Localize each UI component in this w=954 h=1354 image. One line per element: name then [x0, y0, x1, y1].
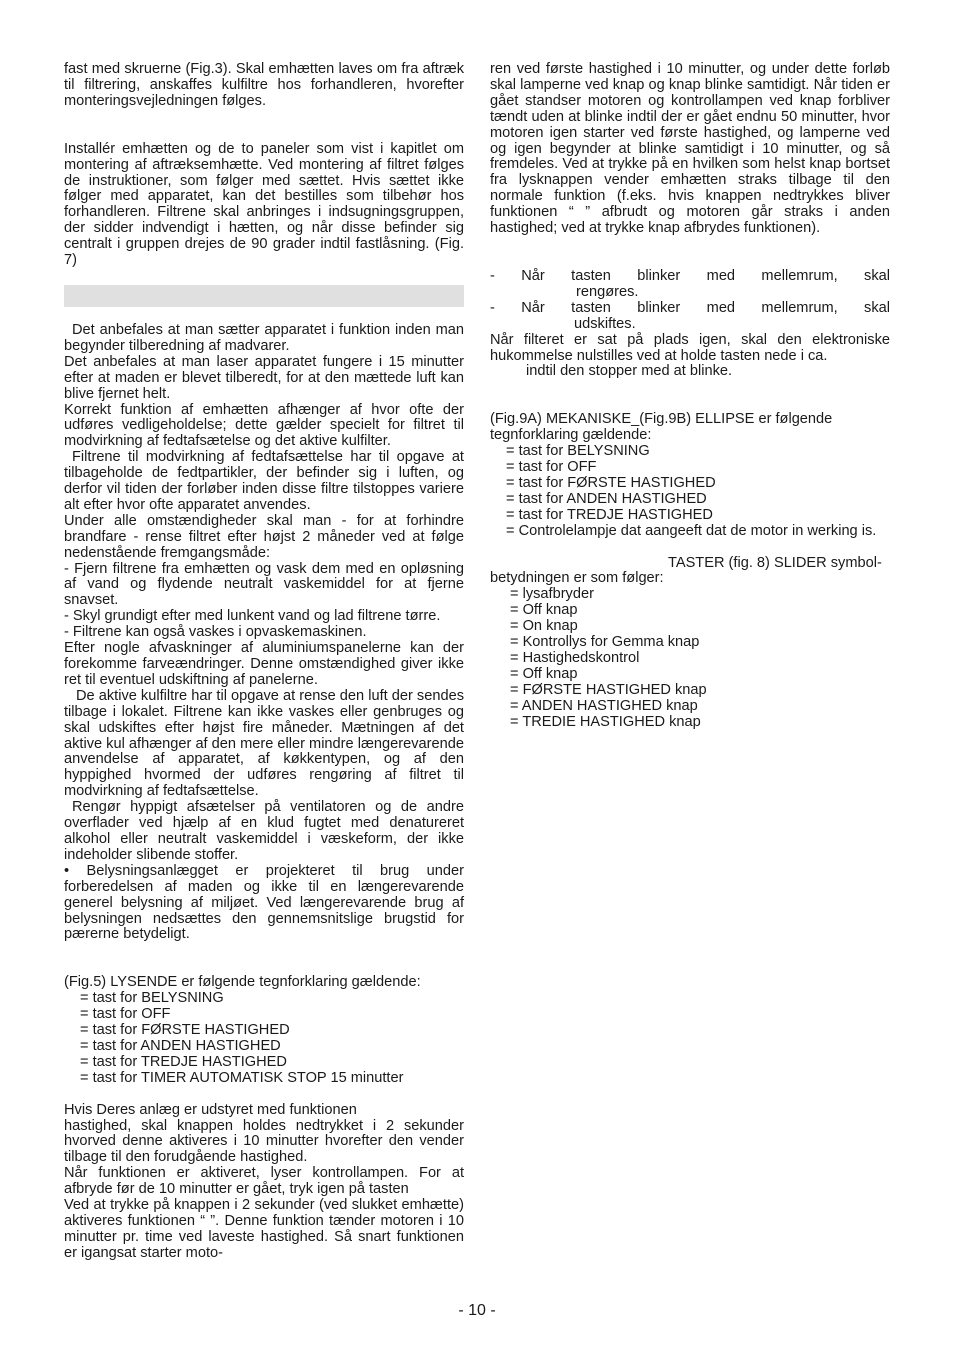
timer-paragraph: Ved at trykke på knappen i 2 sekunder (ved slukket emhætte) aktiveres funktionen “ ”. Denne funktion tænder motoren i 10 minutter pr. time ved laveste hastighed. Så snart funktionen er igangsat starter moto-	[64, 1197, 464, 1261]
legend-item: = FØRSTE HASTIGHED knap	[510, 681, 707, 698]
maintenance-paragraph: Efter nogle afvaskninger af aluminiumspanelerne kan der forekomme farveændringer. Denne omstændighed giver ikke ret til eventuel udskiftning af panelerne.	[64, 640, 464, 688]
continued-paragraph: ren ved første hastighed i 10 minutter, og under dette forløb skal lamperne ved knap og knap blinke samtidigt. Når tiden er gået standser motoren og kontrollampen ved knap forbliver tændt uden at blinke indtil der er gået endnu 50 minutter, hvor motoren igen starter ved første hastighed, og lamperne ved og igen begynder at blinke samtidigt i 10 minutter, og så fremdeles. Ved at trykke på en hvilken som helst knap bortset fra lysknappen vender emhætten straks tilbage til den normale funktion (f.eks. hvis knappen nedtrykkes bliver funktionen “ ” afbrudt og motoren går straks i anden hastighed; ved at trykke knap afbrydes funktionen).	[490, 61, 890, 237]
install-paragraph: Installér emhætten og de to paneler som vist i kapitlet om montering af aftræksemhætte. Ved montering af filtret følges de instruktioner, som følger med sættet. Hvis sættet ikke følger med apparatet, kan det bestilles som tilbehør hos forhandleren. Filtrene skal anbringes i indsugningsgruppen, der sidder indvendigt i hætten, og når disse befinder sig centralt i gruppen drejes de 90 grader indtil fastlåsning. (Fig. 7)	[64, 140, 464, 269]
legend-item: = tast for ANDEN HASTIGHED	[506, 490, 707, 507]
filter-alarm-line: - Når tasten blinker med mellemrum, skal	[490, 267, 890, 284]
maintenance-paragraph: Rengør hyppigt afsætelser på ventilatoren og de andre overflader ved hjælp af en klud fugtet med denatureret alkohol eller neutralt vaskemiddel i væskeform, der ikke indeholder slibende stoffer.	[64, 799, 464, 863]
maintenance-section	[64, 323, 464, 943]
fig5-intro: (Fig.5) LYSENDE er følgende tegnforklaring gældende:	[64, 974, 421, 991]
maintenance-paragraph: Korrekt funktion af emhætten afhænger af hvor ofte der udføres vedligeholdelse; dette gælder specielt for filtret til modvirkning af fedtafsætelse og det aktive kulfilter.	[64, 401, 464, 450]
filter-alarm-line: rengøres.	[576, 283, 639, 300]
legend-item: = tast for FØRSTE HASTIGHED	[506, 474, 716, 491]
legend-item: = tast for OFF	[506, 459, 597, 476]
maintenance-paragraph: Filtrene til modvirkning af fedtafsættelse har til opgave at tilbageholde de fedtpartikler, der befinder sig i luften, og derfor vil tiden der forløber inden disse filtre tilstoppes variere alt efter hvor ofte apparatet anvendes.	[64, 449, 464, 513]
legend-item: = On knap	[510, 618, 578, 635]
fig5-legend	[64, 991, 464, 1086]
legend-item: = TREDIE HASTIGHED knap	[510, 713, 701, 730]
maintenance-paragraph: Det anbefales at man laser apparatet fungere i 15 minutter efter at maden er blevet tilberedt, for at den mættede luft kan blive fjernet helt.	[64, 353, 464, 402]
page-number: - 10 -	[458, 1302, 496, 1319]
fig8-intro: TASTER (fig. 8) SLIDER symbol-	[668, 554, 882, 571]
legend-item: = Off knap	[510, 665, 578, 682]
maintenance-paragraph: De aktive kulfiltre har til opgave at rense den luft der sendes tilbage i lokalet. Filtrene kan ikke vaskes eller genbruges og skal udskiftes efter højst fire måneder. Mætningen af det aktive kul afhænger af den mere eller mindre længerevarende anvendelse af apparatet, af køkkentypen, og af den hyppighed hvormed der udføres rengøring af filtret til modvirkning af fedtafsættelse.	[64, 687, 464, 800]
legend-item: = Kontrollys for Gemma knap	[510, 634, 700, 651]
filter-alarm-line: - Når tasten blinker med mellemrum, skal	[490, 299, 890, 316]
legend-item: = ANDEN HASTIGHED knap	[510, 697, 698, 714]
filter-reset-line: indtil den stopper med at blinke.	[526, 363, 733, 380]
left-column	[64, 62, 464, 1262]
legend-item: = tast for TREDJE HASTIGHED	[506, 506, 713, 523]
filter-alarm-line: udskiftes.	[574, 315, 636, 332]
fig9-intro: (Fig.9A) MEKANISKE_(Fig.9B) ELLIPSE er følgende tegnforklaring gældende:	[490, 411, 833, 444]
fig9-lamp-note: = Controlelampje dat aangeeft dat de motor in werking is.	[506, 522, 877, 539]
timer-paragraph: Hvis Deres anlæg er udstyret med funktionen	[64, 1101, 357, 1118]
legend-item: = lysafbryder	[510, 586, 594, 603]
legend-item: = Off knap	[510, 602, 578, 619]
timer-paragraph: hastighed, skal knappen holdes nedtrykket i 2 sekunder hvorved denne aktiveres i 10 minutter hvorefter den vender tilbage til den forudgående hastighed.	[64, 1117, 464, 1166]
legend-item: = tast for ANDEN HASTIGHED	[80, 1037, 281, 1054]
legend-item: = tast for BELYSNING	[80, 990, 224, 1007]
section-header-bar	[64, 285, 464, 307]
fig8-legend	[490, 587, 890, 730]
maintenance-paragraph: - Filtrene kan også vaskes i opvaskemaskinen.	[64, 624, 367, 641]
fig9-legend	[490, 444, 890, 524]
legend-item: = tast for BELYSNING	[506, 443, 650, 460]
legend-item: = tast for FØRSTE HASTIGHED	[80, 1022, 290, 1039]
maintenance-paragraph: • Belysningsanlægget er projekteret til brug under forberedelsen af maden og ikke til en længerevarende generel belysning af miljøet. Ved længerevarende brug af belysningen nedsættes den gennemsnitslige brugstid for pærerne betydeligt.	[64, 862, 464, 943]
legend-item: = Hastighedskontrol	[510, 650, 640, 666]
legend-item: = tast for TREDJE HASTIGHED	[80, 1053, 287, 1070]
maintenance-paragraph: - Skyl grundigt efter med lunkent vand og lad filtrene tørre.	[64, 608, 441, 625]
right-column	[490, 62, 890, 731]
filter-reset-paragraph: Når filteret er sat på plads igen, skal den elektroniske hukommelse nulstilles ved at holde tasten nede i ca.	[490, 331, 890, 364]
legend-item: = tast for TIMER AUTOMATISK STOP 15 minutter	[80, 1069, 404, 1086]
timer-paragraph: Når funktionen er aktiveret, lyser kontrollampen. For at afbryde før de 10 minutter er gået, tryk igen på tasten	[64, 1165, 464, 1198]
maintenance-paragraph: Det anbefales at man sætter apparatet i funktion inden man begynder tilberedning af madvarer.	[64, 321, 464, 354]
intro-paragraph: fast med skruerne (Fig.3). Skal emhætten laves om fra aftræk til filtrering, anskaffes kulfiltre hos forhandleren, hvorefter monteringsvejledningen følges.	[64, 61, 464, 109]
legend-item: = tast for OFF	[80, 1006, 171, 1023]
maintenance-paragraph: - Fjern filtrene fra emhætten og vask dem med en opløsning af vand og flydende neutralt vaskemiddel for at fjerne snavset.	[64, 560, 464, 609]
maintenance-paragraph: Under alle omstændigheder skal man - for at forhindre brandfare - rense filtret efter højst 2 måneder ved at følge nedenstående fremgangsmåde:	[64, 512, 464, 561]
fig8-intro: betydningen er som følger:	[490, 570, 664, 587]
filter-alarm-section	[490, 269, 890, 380]
